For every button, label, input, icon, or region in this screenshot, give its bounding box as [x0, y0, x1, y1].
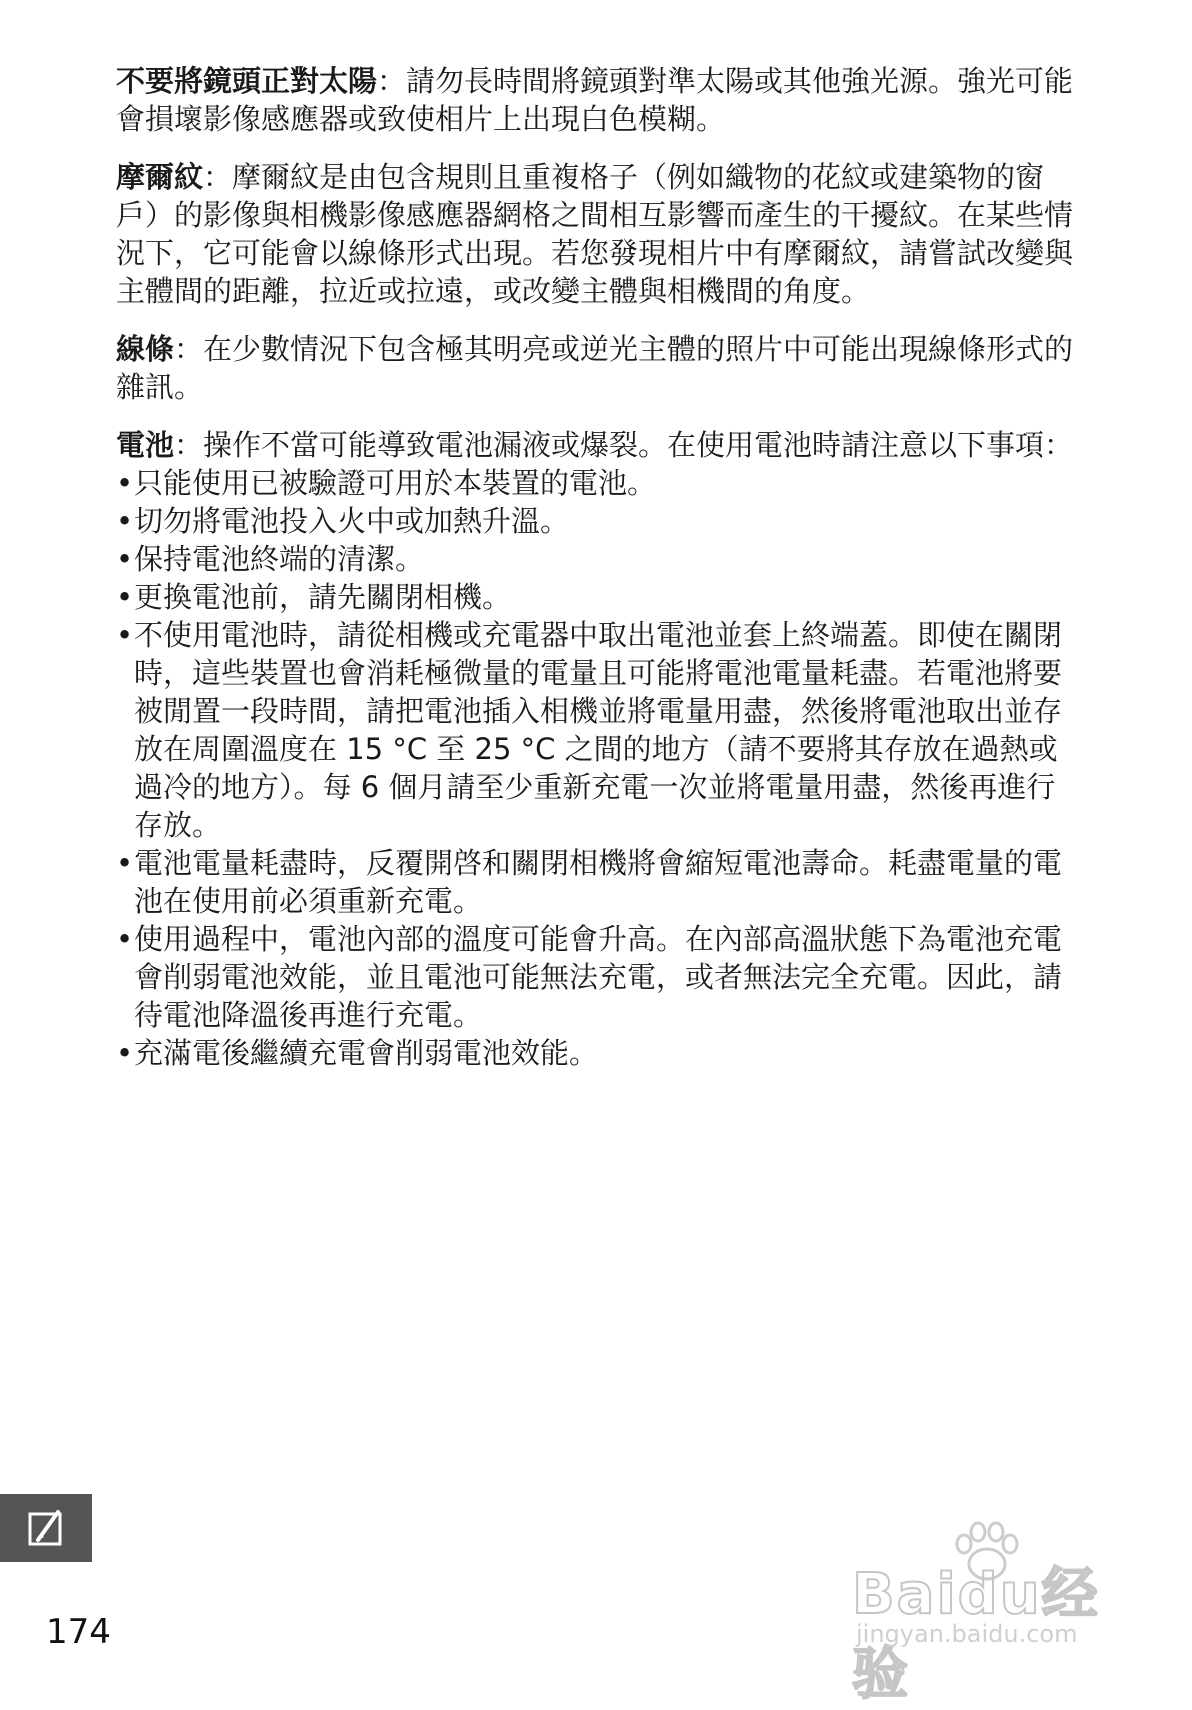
- paragraph-sun: [116, 62, 1080, 138]
- page-number: 174: [46, 1612, 111, 1652]
- section-tab: [0, 1494, 92, 1562]
- paragraph-heading: 線條: [116, 332, 175, 366]
- paragraph-text: ：摩爾紋是由包含規則且重複格子（例如織物的花紋或建築物的窗戶）的影像與相機影像感應器網格之間相互影響而產生的干擾紋。在某些情況下，它可能會以線條形式出現。若您發現相片中有摩爾紋，請嘗試改變與主體間的距離，拉近或拉遠，或改變主體與相機間的角度。: [116, 160, 1074, 308]
- list-item: • 保持電池終端的清潔。: [116, 540, 1080, 578]
- paragraph-moire: [116, 158, 1080, 310]
- watermark-url: jingyan.baidu.com: [856, 1620, 1078, 1648]
- list-item: • 不使用電池時，請從相機或充電器中取出電池並套上終端蓋。即使在關閉時，這些裝置也會消耗極微量的電量且可能將電池電量耗盡。若電池將要被閒置一段時間，請把電池插入相機並將電量用盡，然後將電池取出並存放在周圍溫度在 15 °C 至 25 °C 之間的地方（請不要將其存放在過熱或過冷的地方）。每 6 個月請至少重新充電一次並將電量用盡，然後再進行存放。: [116, 616, 1080, 844]
- paragraph-heading: 電池: [116, 428, 175, 462]
- watermark: [852, 1520, 1152, 1707]
- document-body: [116, 62, 1080, 1072]
- list-item: • 使用過程中，電池內部的溫度可能會升高。在內部高溫狀態下為電池充電會削弱電池效能，並且電池可能無法充電，或者無法完全充電。因此，請待電池降溫後再進行充電。: [116, 920, 1080, 1034]
- list-item: • 更換電池前，請先關閉相機。: [116, 578, 1080, 616]
- paragraph-text: ：在少數情況下包含極其明亮或逆光主體的照片中可能出現線條形式的雜訊。: [116, 332, 1074, 404]
- pencil-note-icon: [24, 1506, 68, 1550]
- watermark-logo: Baidu经验: [852, 1562, 1100, 1707]
- list-item: • 充滿電後繼續充電會削弱電池效能。: [116, 1034, 1080, 1072]
- paragraph-text: ：操作不當可能導致電池漏液或爆裂。在使用電池時請注意以下事項：: [174, 428, 1074, 462]
- paragraph-lines: [116, 330, 1080, 406]
- paragraph-heading: 不要將鏡頭正對太陽: [116, 64, 378, 98]
- paragraph-text: ：請勿長時間將鏡頭對準太陽或其他強光源。強光可能會損壞影像感應器或致使相片上出現白色模糊。: [116, 64, 1074, 136]
- battery-bullet-list: [116, 464, 1080, 1072]
- paragraph-heading: 摩爾紋: [116, 160, 204, 194]
- list-item: • 只能使用已被驗證可用於本裝置的電池。: [116, 464, 1080, 502]
- list-item: • 電池電量耗盡時，反覆開啓和關閉相機將會縮短電池壽命。耗盡電量的電池在使用前必須重新充電。: [116, 844, 1080, 920]
- list-item: • 切勿將電池投入火中或加熱升溫。: [116, 502, 1080, 540]
- paragraph-battery: [116, 426, 1080, 464]
